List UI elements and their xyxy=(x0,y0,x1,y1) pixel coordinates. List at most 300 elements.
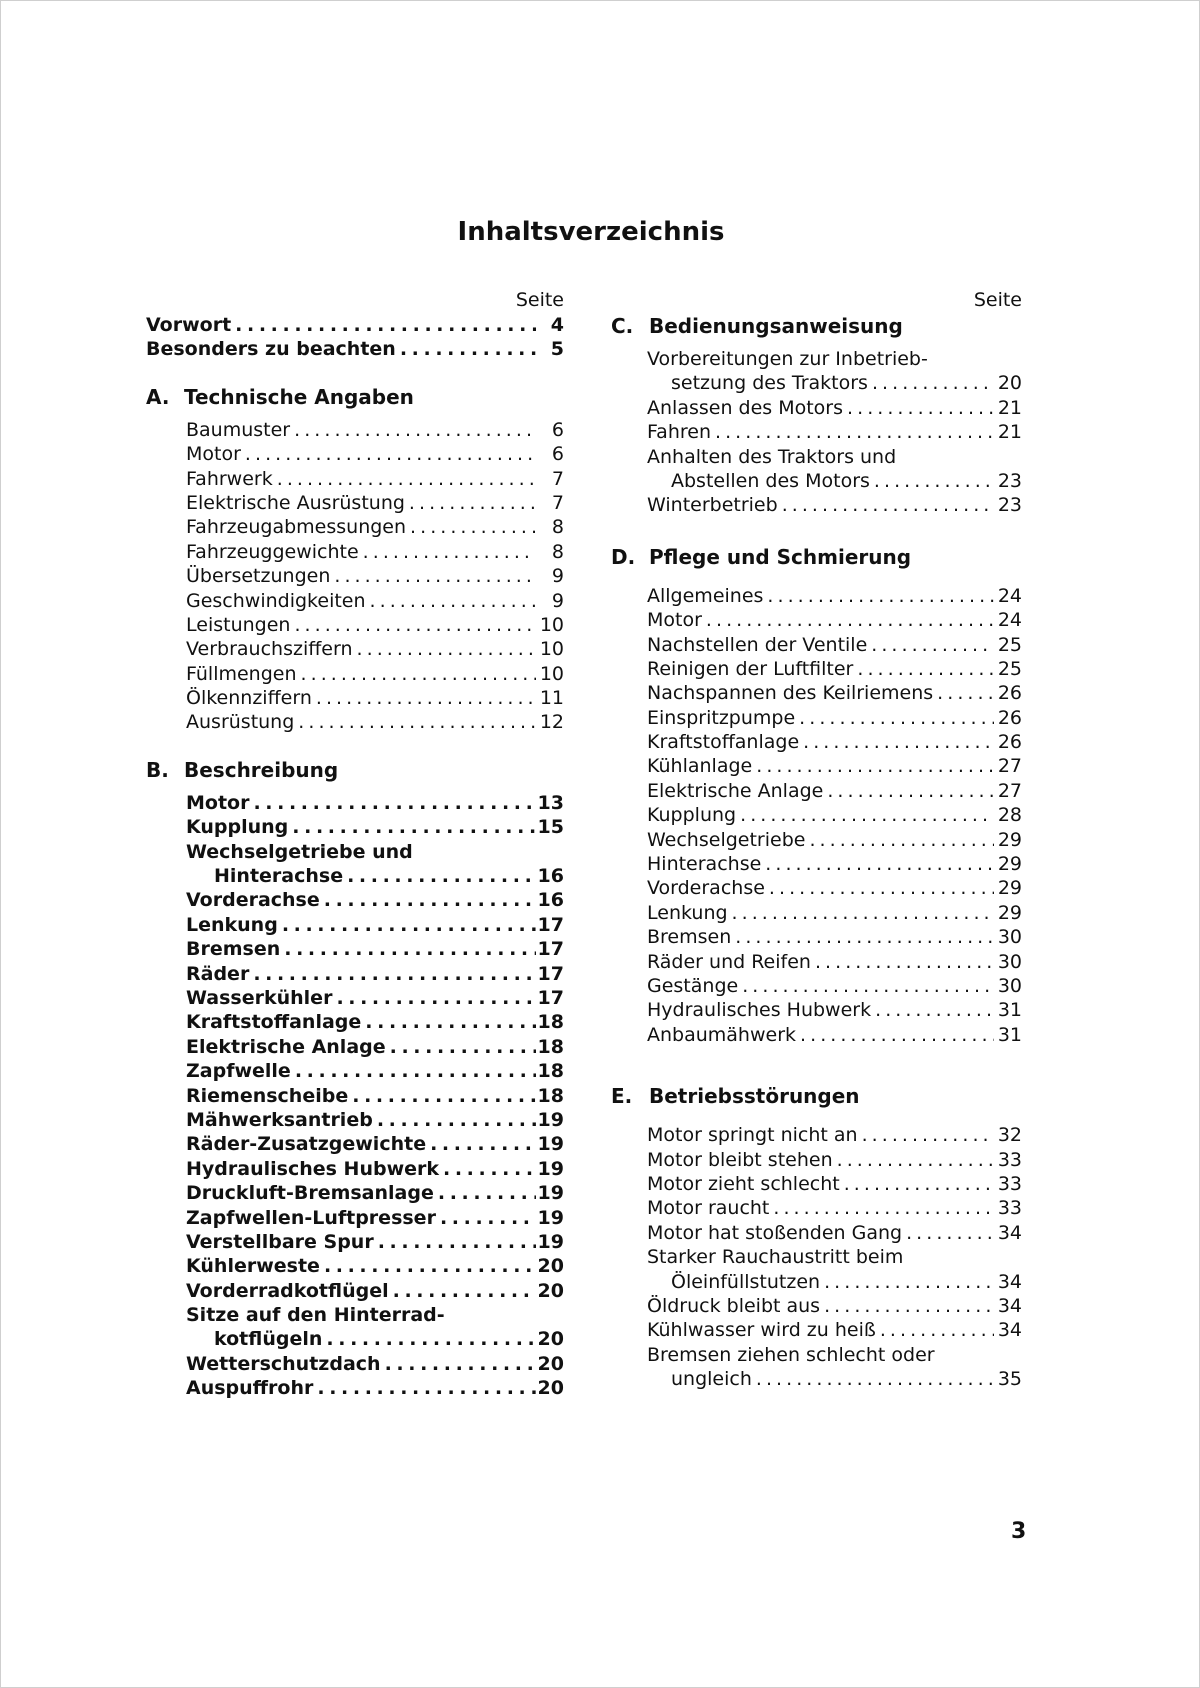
toc-entry-label: Fahren xyxy=(647,421,711,444)
toc-entry-label: Geschwindigkeiten xyxy=(186,589,366,612)
toc-entry[interactable] xyxy=(186,1035,564,1059)
toc-entry-label: Baumuster xyxy=(186,418,291,441)
toc-entry[interactable] xyxy=(647,828,1022,852)
toc-entry-page: 31 xyxy=(997,1023,1022,1046)
leader-dots xyxy=(443,1157,536,1181)
leader-dots xyxy=(440,1206,536,1230)
toc-entry-page: 33 xyxy=(997,1148,1022,1171)
seite-header-left: Seite xyxy=(515,289,564,311)
toc-entry-label: Elektrische Anlage xyxy=(186,1035,386,1058)
toc-entry-page: 26 xyxy=(997,706,1022,729)
toc-entry[interactable] xyxy=(647,1318,1022,1342)
leader-dots xyxy=(824,1270,994,1294)
toc-entry[interactable] xyxy=(647,901,1022,925)
leader-dots xyxy=(282,913,536,937)
toc-entry[interactable] xyxy=(647,1023,1022,1047)
toc-entry[interactable] xyxy=(186,710,564,734)
toc-entry-page: 29 xyxy=(997,877,1022,900)
toc-entry[interactable] xyxy=(647,950,1022,974)
leader-dots xyxy=(800,1023,994,1047)
toc-entry-page: 21 xyxy=(997,396,1022,419)
toc-entry-label: Vorderachse xyxy=(186,889,320,912)
toc-entry-label: Lenkung xyxy=(186,913,278,936)
toc-entry-page: 30 xyxy=(997,926,1022,949)
leader-dots xyxy=(324,1254,536,1278)
leader-dots xyxy=(715,420,994,444)
toc-entry-label: Gestänge xyxy=(647,974,739,997)
leader-dots xyxy=(430,1132,535,1156)
toc-entry-page: 26 xyxy=(997,682,1022,705)
leader-dots xyxy=(409,491,536,515)
toc-entry-page: 23 xyxy=(997,494,1022,517)
toc-entry[interactable] xyxy=(186,613,564,637)
leader-dots xyxy=(377,1108,536,1132)
toc-entry-continuation[interactable] xyxy=(647,371,1022,395)
toc-entry-label: Sitze auf den Hinterrad- xyxy=(186,1304,445,1327)
toc-entry[interactable] xyxy=(186,888,564,912)
toc-entry-label: Anbaumähwerk xyxy=(647,1023,797,1046)
leader-dots xyxy=(385,1352,536,1376)
toc-entry[interactable] xyxy=(186,418,564,442)
section-letter: C. xyxy=(611,314,634,338)
toc-entry-label: Motor xyxy=(647,609,702,632)
toc-entry-continuation[interactable] xyxy=(647,1367,1022,1391)
toc-entry-page: 10 xyxy=(539,662,564,685)
toc-entry-label: Motor hat stoßenden Gang xyxy=(647,1221,903,1244)
leader-dots xyxy=(326,1327,535,1351)
section-letter: B. xyxy=(146,757,169,782)
toc-entry-label: Druckluft-Bremsanlage xyxy=(186,1182,434,1205)
toc-entry[interactable] xyxy=(647,584,1022,608)
toc-right-column xyxy=(613,288,1022,1391)
toc-entry[interactable] xyxy=(186,442,564,466)
toc-entry-label: Einspritzpumpe xyxy=(647,706,796,729)
toc-entry[interactable] xyxy=(647,706,1022,730)
toc-entry-page: 4 xyxy=(550,314,564,336)
section-heading-c xyxy=(613,313,1022,339)
section-heading-a xyxy=(146,384,564,410)
leader-dots xyxy=(837,1148,994,1172)
toc-entry[interactable] xyxy=(186,515,564,539)
leader-dots xyxy=(706,608,994,632)
toc-entry-page: 20 xyxy=(537,1255,564,1278)
section-c-entries xyxy=(613,347,1022,518)
toc-entry[interactable] xyxy=(647,779,1022,803)
toc-entry[interactable] xyxy=(647,1196,1022,1220)
seite-header-right: Seite xyxy=(973,289,1022,311)
toc-entry-page: 16 xyxy=(537,889,564,912)
toc-entry-page: 12 xyxy=(539,711,564,734)
toc-entry-label: Kraftstoffanlage xyxy=(186,1011,362,1034)
leader-dots xyxy=(235,313,536,337)
leader-dots xyxy=(773,1196,994,1220)
leader-dots xyxy=(378,1230,536,1254)
leader-dots xyxy=(782,493,994,517)
toc-entry-page: 27 xyxy=(997,755,1022,778)
leader-dots xyxy=(874,469,994,493)
toc-entry-page: 33 xyxy=(997,1172,1022,1195)
toc-entry-label: Räder-Zusatzgewichte xyxy=(186,1133,427,1156)
leader-dots xyxy=(847,396,994,420)
leader-dots xyxy=(363,540,536,564)
toc-entry-label: Allgemeines xyxy=(647,584,764,607)
toc-entry-label: Räder xyxy=(186,962,250,985)
toc-entry-page: 19 xyxy=(537,1108,564,1131)
toc-entry-label: Motor zieht schlecht xyxy=(647,1172,840,1195)
toc-entry[interactable] xyxy=(647,1172,1022,1196)
leader-dots xyxy=(370,589,536,613)
toc-entry-page: 15 xyxy=(537,816,564,839)
toc-entry-page: 29 xyxy=(997,853,1022,876)
leader-dots xyxy=(298,710,536,734)
toc-entry-page: 35 xyxy=(997,1368,1022,1391)
toc-entry-label: Mähwerksantrieb xyxy=(186,1108,373,1131)
leader-dots xyxy=(769,876,994,900)
toc-entry-page: 19 xyxy=(537,1206,564,1229)
leader-dots xyxy=(735,925,994,949)
toc-entry-page: 7 xyxy=(551,491,564,514)
toc-entry-label: kotflügeln xyxy=(214,1328,323,1351)
leader-dots xyxy=(393,1279,536,1303)
section-b-entries xyxy=(146,791,564,1401)
leader-dots xyxy=(740,803,994,827)
leader-dots xyxy=(815,950,994,974)
section-letter: A. xyxy=(146,384,170,409)
toc-entry[interactable] xyxy=(647,633,1022,657)
leader-dots xyxy=(357,637,536,661)
toc-entry-page: 20 xyxy=(537,1377,564,1400)
leader-dots xyxy=(824,1294,994,1318)
toc-left-column xyxy=(146,288,564,1401)
toc-entry-page: 19 xyxy=(537,1182,564,1205)
toc-entry-page: 34 xyxy=(997,1270,1022,1293)
toc-entry-label: Hydraulisches Hubwerk xyxy=(186,1157,440,1180)
toc-entry-page: 13 xyxy=(537,791,564,814)
section-heading-b xyxy=(146,757,564,783)
toc-entry-page: 18 xyxy=(537,1035,564,1058)
toc-entry[interactable] xyxy=(647,876,1022,900)
toc-entry-label: Kraftstoffanlage xyxy=(647,731,800,754)
toc-entry[interactable] xyxy=(647,493,1022,517)
toc-entry-label: Motor xyxy=(186,443,241,466)
toc-entry[interactable] xyxy=(647,657,1022,681)
leader-dots xyxy=(844,1172,994,1196)
toc-entry[interactable] xyxy=(186,1181,564,1205)
toc-entry-label: Elektrische Ausrüstung xyxy=(186,491,405,514)
toc-entry-label: Zapfwelle xyxy=(186,1060,291,1083)
toc-entry-label: Fahrwerk xyxy=(186,467,273,490)
toc-entry[interactable] xyxy=(186,1157,564,1181)
toc-entry-page: 21 xyxy=(997,421,1022,444)
toc-entry-label: Winterbetrieb xyxy=(647,494,778,517)
toc-entry[interactable] xyxy=(647,396,1022,420)
toc-entry[interactable] xyxy=(186,1132,564,1156)
toc-entry[interactable] xyxy=(186,686,564,710)
toc-entry[interactable] xyxy=(647,974,1022,998)
toc-entry-page: 30 xyxy=(997,974,1022,997)
toc-entry-label: Verstellbare Spur xyxy=(186,1230,374,1253)
toc-entry-page: 9 xyxy=(551,589,564,612)
toc-entry[interactable] xyxy=(647,1148,1022,1172)
toc-entry-page: 19 xyxy=(537,1230,564,1253)
leader-dots xyxy=(803,730,994,754)
leader-dots xyxy=(906,1221,994,1245)
toc-entry-sitze[interactable] xyxy=(186,1303,564,1327)
toc-entry-page: 18 xyxy=(537,1084,564,1107)
leader-dots xyxy=(872,371,994,395)
toc-entry-page: 8 xyxy=(551,516,564,539)
toc-entry[interactable] xyxy=(186,937,564,961)
toc-entry-rauchaustritt[interactable] xyxy=(647,1245,1022,1269)
toc-entry-page: 25 xyxy=(997,657,1022,680)
toc-entry-page: 20 xyxy=(537,1279,564,1302)
toc-entry-page: 34 xyxy=(997,1319,1022,1342)
toc-entry-continuation[interactable] xyxy=(186,864,564,888)
toc-entry-page: 32 xyxy=(997,1124,1022,1147)
toc-entry[interactable] xyxy=(647,1221,1022,1245)
toc-entry-label: Bremsen ziehen schlecht oder xyxy=(647,1343,935,1366)
leader-dots xyxy=(336,986,535,1010)
section-title: Betriebsstörungen xyxy=(649,1084,860,1109)
toc-entry[interactable] xyxy=(647,681,1022,705)
toc-entry-label: Vorwort xyxy=(146,314,232,336)
leader-dots xyxy=(352,1084,535,1108)
toc-entry-besonders[interactable] xyxy=(146,337,564,361)
toc-entry-label: Anhalten des Traktors und xyxy=(647,445,897,468)
toc-entry[interactable] xyxy=(186,1376,564,1400)
toc-entry[interactable] xyxy=(186,1108,564,1132)
toc-entry-label: Hinterachse xyxy=(214,865,344,888)
toc-entry-anhalten[interactable] xyxy=(647,445,1022,469)
toc-entry-label: Kupplung xyxy=(647,804,737,827)
toc-entry[interactable] xyxy=(186,467,564,491)
toc-entry[interactable] xyxy=(647,852,1022,876)
toc-entry-label: Leistungen xyxy=(186,613,291,636)
toc-entry-label: Hinterachse xyxy=(647,853,762,876)
leader-dots xyxy=(317,1376,535,1400)
toc-entry[interactable] xyxy=(647,1294,1022,1318)
toc-entry[interactable] xyxy=(186,1059,564,1083)
toc-entry-label: Reinigen der Luftfilter xyxy=(647,657,854,680)
toc-entry-label: Kühlanlage xyxy=(647,755,753,778)
section-e-entries xyxy=(613,1123,1022,1391)
toc-entry-page: 17 xyxy=(537,962,564,985)
leader-dots xyxy=(410,515,536,539)
leader-dots xyxy=(284,937,535,961)
toc-entry-label: Motor bleibt stehen xyxy=(647,1148,833,1171)
toc-top-entries xyxy=(146,313,564,362)
toc-entry[interactable] xyxy=(647,803,1022,827)
toc-entry-label: Ausrüstung xyxy=(186,711,295,734)
toc-entry-label: Starker Rauchaustritt beim xyxy=(647,1246,904,1269)
toc-entry-label: Kupplung xyxy=(186,816,289,839)
leader-dots xyxy=(365,1010,535,1034)
toc-entry-label: Wechselgetriebe xyxy=(647,828,806,851)
toc-entry-page: 28 xyxy=(997,804,1022,827)
leader-dots xyxy=(400,337,536,361)
toc-entry-label: Besonders zu beachten xyxy=(146,338,396,361)
leader-dots xyxy=(347,864,535,888)
toc-entry[interactable] xyxy=(186,1084,564,1108)
toc-entry[interactable] xyxy=(647,754,1022,778)
toc-entry[interactable] xyxy=(186,1352,564,1376)
leader-dots xyxy=(799,706,994,730)
toc-entry-label: Bremsen xyxy=(647,926,732,949)
toc-entry[interactable] xyxy=(647,925,1022,949)
toc-entry-page: 26 xyxy=(997,731,1022,754)
toc-entry-label: ungleich xyxy=(671,1368,752,1391)
toc-entry-page: 16 xyxy=(537,865,564,888)
toc-entry-page: 17 xyxy=(537,913,564,936)
toc-entry[interactable] xyxy=(186,1230,564,1254)
toc-entry-continuation[interactable] xyxy=(647,1270,1022,1294)
leader-dots xyxy=(438,1181,536,1205)
leader-dots xyxy=(756,754,994,778)
toc-entry-label: Vorbereitungen zur Inbetrieb- xyxy=(647,348,928,370)
toc-entry-label: Nachspannen des Keilriemens xyxy=(647,682,934,705)
section-a-entries xyxy=(146,418,564,735)
leader-dots xyxy=(295,1059,536,1083)
toc-entry-label: Kühlerweste xyxy=(186,1255,320,1278)
toc-entry[interactable] xyxy=(186,491,564,515)
section-title: Technische Angaben xyxy=(184,384,414,409)
leader-dots xyxy=(253,791,535,815)
toc-entry-label: Abstellen des Motors xyxy=(671,469,870,492)
toc-entry-page: 24 xyxy=(997,609,1022,632)
leader-dots xyxy=(937,681,994,705)
toc-entry-page: 7 xyxy=(551,467,564,490)
toc-entry-page: 20 xyxy=(537,1328,564,1351)
toc-entry-page: 20 xyxy=(537,1352,564,1375)
toc-entry[interactable] xyxy=(186,1279,564,1303)
leader-dots xyxy=(857,657,994,681)
toc-entry-page: 34 xyxy=(997,1294,1022,1317)
leader-dots xyxy=(756,1367,994,1391)
leader-dots xyxy=(294,613,536,637)
leader-dots xyxy=(765,852,994,876)
toc-entry-page: 17 xyxy=(537,986,564,1009)
toc-entry[interactable] xyxy=(186,1254,564,1278)
toc-entry-vorbereitungen[interactable] xyxy=(647,347,1022,371)
section-letter: D. xyxy=(611,544,636,569)
toc-entry[interactable] xyxy=(186,913,564,937)
toc-entry-page: 17 xyxy=(537,938,564,961)
toc-entry-page: 18 xyxy=(537,1060,564,1083)
toc-entry[interactable] xyxy=(647,420,1022,444)
toc-entry[interactable] xyxy=(186,564,564,588)
toc-entry-page: 8 xyxy=(551,540,564,563)
leader-dots xyxy=(324,888,536,912)
toc-entry-label: Zapfwellen-Luftpresser xyxy=(186,1206,436,1229)
toc-entry-page: 29 xyxy=(997,828,1022,851)
leader-dots xyxy=(334,564,536,588)
toc-entry-label: Vorderachse xyxy=(647,877,765,900)
toc-entry[interactable] xyxy=(186,662,564,686)
toc-entry-page: 27 xyxy=(997,779,1022,802)
toc-entry[interactable] xyxy=(186,589,564,613)
leader-dots xyxy=(827,779,994,803)
section-title: Beschreibung xyxy=(184,757,339,782)
toc-entry-label: Riemenscheibe xyxy=(186,1084,349,1107)
toc-entry[interactable] xyxy=(647,608,1022,632)
toc-entry-page: 23 xyxy=(997,469,1022,492)
page-number: 3 xyxy=(1011,1519,1027,1544)
section-heading-e xyxy=(613,1083,1022,1109)
toc-entry-continuation[interactable] xyxy=(647,469,1022,493)
toc-entry[interactable] xyxy=(186,962,564,986)
leader-dots xyxy=(253,962,535,986)
leader-dots xyxy=(767,584,994,608)
leader-dots xyxy=(390,1035,536,1059)
toc-entry[interactable] xyxy=(186,1206,564,1230)
toc-entry-label: Anlassen des Motors xyxy=(647,396,844,419)
toc-entry-label: Räder und Reifen xyxy=(647,950,811,973)
toc-entry-label: setzung des Traktors xyxy=(671,372,868,395)
toc-entry[interactable] xyxy=(186,791,564,815)
toc-entry-bremsen[interactable] xyxy=(647,1343,1022,1367)
toc-entry-label: Hydraulisches Hubwerk xyxy=(647,999,872,1022)
leader-dots xyxy=(292,815,535,839)
section-title: Pflege und Schmierung xyxy=(649,544,912,569)
leader-dots xyxy=(277,467,536,491)
leader-dots xyxy=(880,1318,994,1342)
toc-entry-label: Öldruck bleibt aus xyxy=(647,1294,821,1317)
toc-entry-page: 24 xyxy=(997,584,1022,607)
toc-entry-label: Wechselgetriebe und xyxy=(186,840,413,863)
toc-entry[interactable] xyxy=(186,540,564,564)
toc-entry-label: Motor raucht xyxy=(647,1197,770,1220)
toc-entry-label: Ölkennziffern xyxy=(186,687,312,710)
section-d-entries xyxy=(613,584,1022,1047)
toc-entry[interactable] xyxy=(186,637,564,661)
leader-dots xyxy=(862,1123,994,1147)
toc-entry-label: Bremsen xyxy=(186,938,281,961)
toc-entry-page: 19 xyxy=(537,1133,564,1156)
toc-entry-label: Verbrauchsziffern xyxy=(186,638,353,661)
toc-entry-vorwort[interactable] xyxy=(146,313,564,337)
toc-entry-page: 29 xyxy=(997,901,1022,924)
toc-entry[interactable] xyxy=(647,1123,1022,1147)
leader-dots xyxy=(809,828,994,852)
leader-dots xyxy=(871,633,994,657)
toc-entry[interactable] xyxy=(186,1010,564,1034)
toc-entry-wechselgetriebe[interactable] xyxy=(186,840,564,864)
section-heading-d xyxy=(613,544,1022,570)
toc-entry-page: 19 xyxy=(537,1157,564,1180)
toc-entry-page: 31 xyxy=(997,999,1022,1022)
toc-entry-label: Übersetzungen xyxy=(186,565,331,588)
toc-entry-continuation[interactable] xyxy=(186,1327,564,1351)
toc-entry-label: Elektrische Anlage xyxy=(647,779,824,802)
leader-dots xyxy=(294,418,536,442)
toc-entry-page: 11 xyxy=(539,687,564,710)
toc-entry-page: 30 xyxy=(997,950,1022,973)
toc-entry-page: 5 xyxy=(550,338,564,361)
toc-entry-page: 10 xyxy=(539,613,564,636)
toc-entry-label: Füllmengen xyxy=(186,662,297,685)
toc-entry-label: Motor xyxy=(186,791,250,814)
section-title: Bedienungsanweisung xyxy=(649,314,903,338)
leader-dots xyxy=(742,974,994,998)
toc-entry-label: Öleinfüllstutzen xyxy=(671,1270,821,1293)
toc-entry[interactable] xyxy=(647,998,1022,1022)
toc-entry[interactable] xyxy=(186,986,564,1010)
page-title: Inhaltsverzeichnis xyxy=(457,217,725,247)
leader-dots xyxy=(316,686,536,710)
toc-entry[interactable] xyxy=(647,730,1022,754)
toc-entry[interactable] xyxy=(186,815,564,839)
toc-entry-label: Auspuffrohr xyxy=(186,1377,314,1400)
